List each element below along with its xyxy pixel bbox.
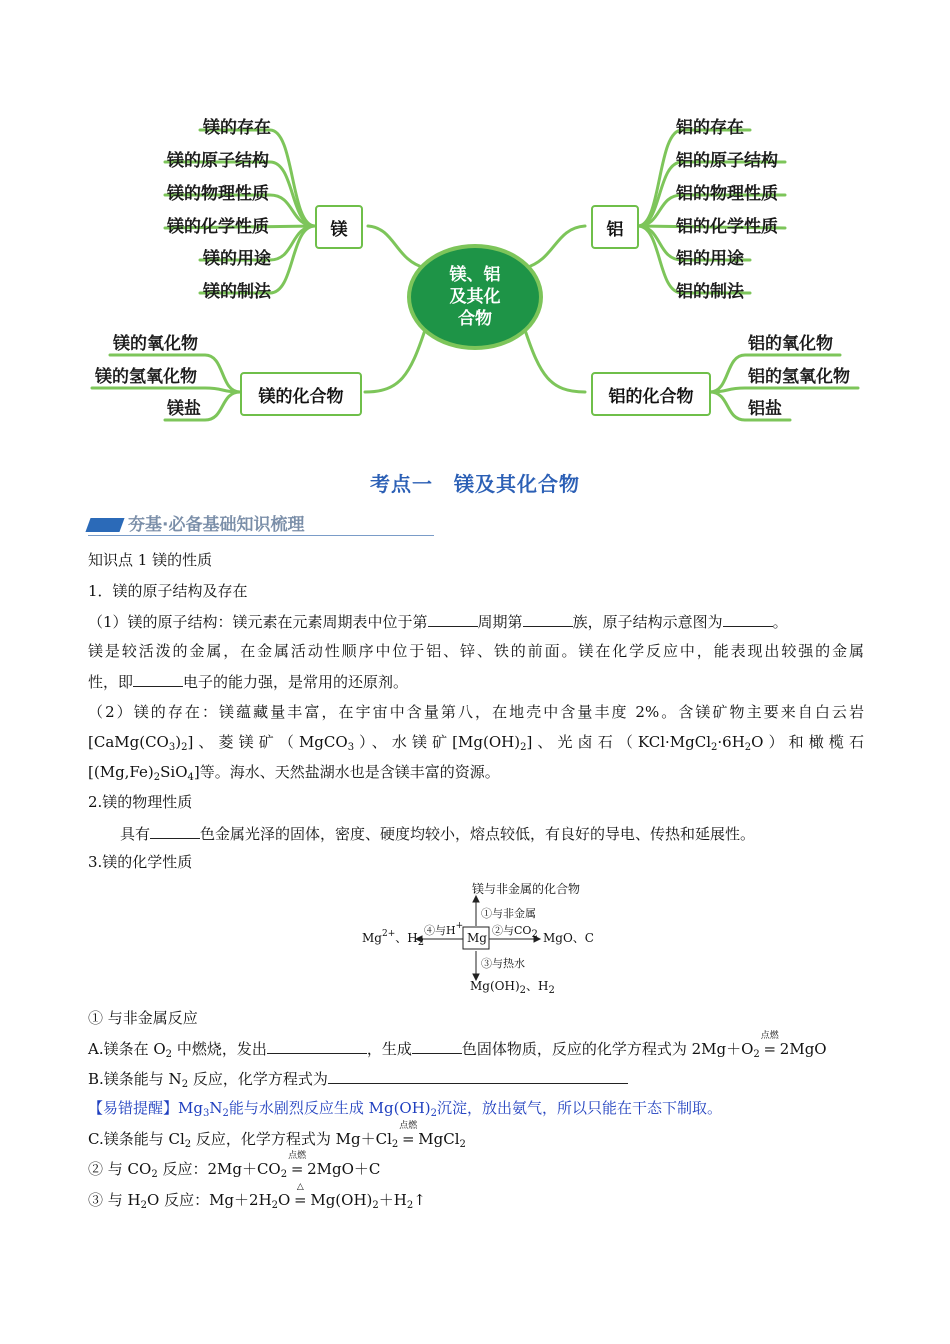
leaf-mg-atomic-structure: 镁的原子结构 <box>167 151 269 171</box>
condition-ignite: 点燃 = <box>288 1151 307 1178</box>
diagram-center-mg: Mg <box>467 931 487 945</box>
leaf-mg-preparation: 镁的制法 <box>203 282 271 302</box>
center-line-3: 合物 <box>458 309 492 329</box>
error-tip: 【易错提醒】$Mg_3N_2$能与水剧烈反应生成 $Mg(OH)_2$沉淀，放出氨气，所以只能在干态下制取。 <box>88 1099 723 1119</box>
para-atomic-structure-line3: 性，即 电子的能力强，是常用的还原剂。 <box>88 673 409 691</box>
diagram-route-4: ④与H+ <box>424 921 464 937</box>
reaction-diagram <box>360 880 600 998</box>
leaf-mg-salts: 镁盐 <box>167 399 201 419</box>
reaction-c: C.镁条能与 $Cl_2$ 反应，化学方程式为 $Mg+Cl_2$ 点燃 = MgCl$_2$ <box>88 1121 466 1150</box>
condition-heat: △ = <box>294 1182 307 1209</box>
heading-atomic-structure: 1．镁的原子结构及存在 <box>88 582 248 600</box>
reaction-a: A.镁条在 $O_2$ 中燃烧，发出 ，生成 色固体物质，反应的化学方程式为 $2Mg+O_2$ 点燃 = 2MgO <box>88 1031 827 1060</box>
branch-al: 铝 <box>591 205 639 249</box>
heading-nonmetal-reaction: ① 与非金属反应 <box>88 1009 198 1027</box>
leaf-mg-uses: 镁的用途 <box>203 249 271 269</box>
mind-map <box>0 100 950 440</box>
para-atomic-structure-line2: 镁是较活泼的金属，在金属活动性顺序中位于铝、锌、铁的前面。镁在化学反应中，能表现出较强的金属 <box>88 642 864 660</box>
blank-flame <box>267 1038 367 1054</box>
branch-al-compounds: 铝的化合物 <box>591 372 711 416</box>
leaf-mg-physical: 镁的物理性质 <box>167 184 269 204</box>
banner-underline <box>88 535 434 536</box>
reaction-co2: ② 与 $CO_2$ 反应：$2Mg+CO_2$ 点燃 = 2MgO＋C <box>88 1151 381 1180</box>
section-banner <box>88 510 434 536</box>
center-line-2: 及其化 <box>449 287 501 307</box>
blank-solid-color <box>412 1038 462 1054</box>
blank-group <box>523 611 573 627</box>
leaf-al-chemical: 铝的化学性质 <box>676 217 778 237</box>
leaf-al-hydroxide: 铝的氢氧化物 <box>748 367 850 387</box>
banner-bar <box>85 518 124 532</box>
reaction-h2o: ③ 与 $H_2O$ 反应：$Mg+2H_2O$ △ = $Mg(OH)_2+H_2↑$ <box>88 1182 426 1211</box>
leaf-mg-existence: 镁的存在 <box>203 118 271 138</box>
diagram-route-3: ③与热水 <box>481 957 525 970</box>
mind-map-center <box>407 244 543 350</box>
branch-mg: 镁 <box>315 205 363 249</box>
diagram-route-1: ①与非金属 <box>481 907 536 920</box>
reaction-b: B.镁条能与 $N_2$ 反应，化学方程式为 <box>88 1068 864 1089</box>
leaf-al-salts: 铝盐 <box>748 399 782 419</box>
leaf-mg-oxide: 镁的氧化物 <box>113 334 198 354</box>
blank-period <box>428 611 478 627</box>
diagram-bottom-product: $Mg(OH)_2$、$H_2$ <box>470 979 555 996</box>
diagram-left-product: $Mg^{2+}$、$H_2$ <box>362 929 425 948</box>
heading-chemical-properties: 3.镁的化学性质 <box>88 853 193 871</box>
diagram-top-label: 镁与非金属的化合物 <box>472 882 581 896</box>
leaf-mg-hydroxide: 镁的氢氧化物 <box>95 367 197 387</box>
leaf-mg-chemical: 镁的化学性质 <box>167 217 269 237</box>
leaf-al-existence: 铝的存在 <box>676 118 744 138</box>
blank-structure-diagram <box>723 611 773 627</box>
diagram-right-product: MgO、C <box>543 931 594 945</box>
para-atomic-structure-line1: （1）镁的原子结构：镁元素在元素周期表中位于第 周期第 族，原子结构示意图为 。 <box>88 613 788 631</box>
leaf-al-uses: 铝的用途 <box>676 249 744 269</box>
blank-lose-electrons <box>133 671 183 687</box>
heading-physical-properties: 2.镁的物理性质 <box>88 793 193 811</box>
section-title: 考点一 镁及其化合物 <box>370 472 580 496</box>
para-existence-line2: $[CaMg(CO_3)_2]$、菱镁矿（MgCO$_3$）、水镁矿$[Mg(OH)_2]$、光卤石$(KCl\cdot MgCl_2\cdot 6H_2O)$和橄榄石 <box>88 733 864 753</box>
branch-mg-compounds: 镁的化合物 <box>240 372 362 416</box>
leaf-al-physical: 铝的物理性质 <box>676 184 778 204</box>
center-line-1: 镁、铝 <box>449 265 501 285</box>
condition-ignite: 点燃 = <box>399 1121 418 1148</box>
condition-ignite: 点燃 = <box>760 1031 779 1058</box>
banner-text: 夯基·必备基础知识梳理 <box>128 515 305 535</box>
para-existence-line3: $[(Mg,Fe)_2SiO_4]$等。海水、天然盐湖水也是含镁丰富的资源。 <box>88 763 500 783</box>
leaf-al-atomic-structure: 铝的原子结构 <box>676 151 778 171</box>
blank-equation-n2 <box>328 1068 628 1084</box>
leaf-al-preparation: 铝的制法 <box>676 282 744 302</box>
leaf-al-oxide: 铝的氧化物 <box>748 334 833 354</box>
para-physical-properties: 具有 色金属光泽的固体，密度、硬度均较小，熔点较低，有良好的导电、传热和延展性。 <box>120 825 756 843</box>
diagram-route-2: ②与$CO_2$ <box>492 924 538 940</box>
knowledge-point-title: 知识点 1 镁的性质 <box>88 551 213 569</box>
blank-color <box>150 823 200 839</box>
para-existence-line1: （2）镁的存在：镁蕴藏量丰富，在宇宙中含量第八，在地壳中含量丰度 2%。含镁矿物主要来自白云岩 <box>88 703 864 721</box>
